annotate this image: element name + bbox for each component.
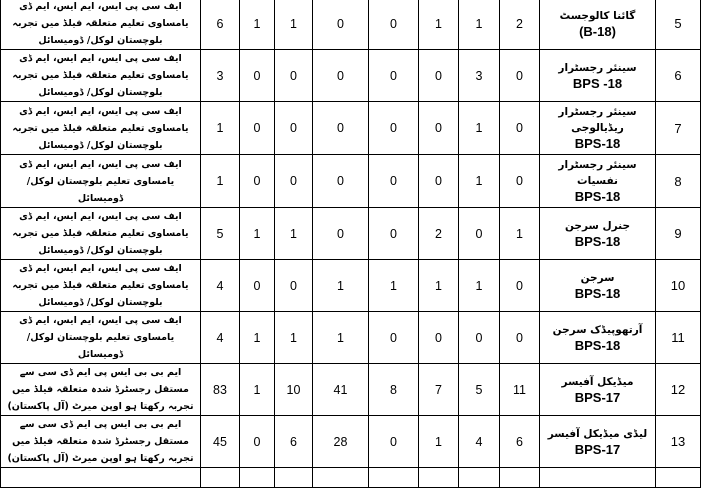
- serial-number: 8: [656, 155, 701, 208]
- pay-scale: (B-18): [579, 23, 616, 39]
- count-cell: 6: [500, 416, 540, 468]
- table-row: [1, 260, 701, 312]
- count-cell: 1: [459, 102, 500, 155]
- count-cell: 1: [275, 312, 313, 364]
- post-cell: [540, 260, 656, 312]
- count-cell: 0: [500, 260, 540, 312]
- count-cell: 1: [459, 155, 500, 208]
- qualification-cell: ایف سی پی ایس، ایم ایس، ایم ڈی یامساوی تعلیم بلوچستان لوکل/ ڈومیسائل: [1, 312, 201, 364]
- count-cell: 1: [313, 260, 369, 312]
- pay-scale: BPS-18: [574, 189, 621, 204]
- pay-scale: BPS-18: [574, 337, 621, 353]
- count-cell: 0: [459, 208, 500, 260]
- count-cell: 1: [275, 208, 313, 260]
- qualification-cell: ایف سی پی ایس، ایم ایس، ایم ڈی یامساوی تعلیم بلوچستان لوکل/ ڈومیسائل: [1, 155, 201, 208]
- post-name: سرجن: [580, 271, 615, 284]
- count-cell: 1: [419, 260, 459, 312]
- post-cell: [540, 364, 656, 416]
- count-cell: 5: [459, 364, 500, 416]
- total-cell: 3: [201, 50, 240, 102]
- count-cell: 0: [275, 102, 313, 155]
- count-cell: 0: [313, 0, 369, 50]
- total-cell: 83: [201, 364, 240, 416]
- count-cell: 1: [240, 312, 275, 364]
- qualification-cell: ایف سی پی ایس، ایم ایس، ایم ڈی یامساوی تعلیم متعلقہ فیلڈ میں تجربہ بلوچستان لوکل/ ڈومیسائل: [1, 102, 201, 155]
- count-cell: 1: [240, 0, 275, 50]
- post-cell: [540, 312, 656, 364]
- count-cell: 0: [369, 208, 419, 260]
- serial-number: 10: [656, 260, 701, 312]
- serial-number: 5: [656, 0, 701, 50]
- pay-scale: BPS -18: [572, 75, 623, 91]
- count-cell: 6: [275, 416, 313, 468]
- table-row: [1, 50, 701, 102]
- total-cell: 1: [201, 102, 240, 155]
- table-row: [1, 364, 701, 416]
- total-cell: 5: [201, 208, 240, 260]
- pay-scale: BPS-18: [574, 136, 621, 151]
- count-cell: 0: [419, 155, 459, 208]
- post-name: لیڈی میڈیکل آفیسر: [547, 427, 648, 440]
- count-cell: 0: [419, 102, 459, 155]
- table-row: [1, 155, 701, 208]
- count-cell: 1: [313, 312, 369, 364]
- serial-number: 11: [656, 312, 701, 364]
- count-cell: 0: [313, 208, 369, 260]
- count-cell: 0: [369, 312, 419, 364]
- count-cell: 0: [369, 155, 419, 208]
- count-cell: 1: [419, 0, 459, 50]
- post-name: میڈیکل آفیسر: [561, 375, 634, 388]
- count-cell: 0: [369, 416, 419, 468]
- count-cell: 41: [313, 364, 369, 416]
- count-cell: 0: [500, 155, 540, 208]
- count-cell: 0: [369, 102, 419, 155]
- count-cell: 0: [275, 260, 313, 312]
- pay-scale: BPS-18: [574, 285, 621, 301]
- total-cell: 45: [201, 416, 240, 468]
- count-cell: 0: [275, 155, 313, 208]
- serial-number: 12: [656, 364, 701, 416]
- post-name: سینئر رجسٹرار ریڈیالوجی: [558, 106, 637, 134]
- total-cell: 6: [201, 0, 240, 50]
- count-cell: 1: [419, 416, 459, 468]
- total-cell: 4: [201, 312, 240, 364]
- total-cell: 1: [201, 155, 240, 208]
- qualification-cell: ایف سی پی ایس، ایم ایس، ایم ڈی یامساوی تعلیم متعلقہ فیلڈ میں تجربہ بلوچستان لوکل/ ڈومیسائل: [1, 260, 201, 312]
- count-cell: 1: [459, 0, 500, 50]
- count-cell: 0: [240, 260, 275, 312]
- post-cell: [540, 50, 656, 102]
- count-cell: 7: [419, 364, 459, 416]
- count-cell: 0: [419, 50, 459, 102]
- post-cell: [540, 155, 656, 208]
- count-cell: 1: [240, 364, 275, 416]
- table-row: [1, 416, 701, 468]
- post-cell: [540, 416, 656, 468]
- count-cell: 0: [240, 102, 275, 155]
- qualification-cell: ایم بی بی ایس پی ایم ڈی سی سے مستقل رجسٹرڈ شدہ متعلقہ فیلڈ میں تجربہ رکھتا ہو اوپن میرٹ (آل پاکستان): [1, 364, 201, 416]
- table-row: [1, 102, 701, 155]
- post-name: سینئر رجسٹرار نفسیات: [558, 159, 637, 187]
- count-cell: 0: [500, 102, 540, 155]
- pay-scale: BPS-17: [574, 441, 621, 457]
- count-cell: 0: [459, 312, 500, 364]
- count-cell: 28: [313, 416, 369, 468]
- table-row: [1, 312, 701, 364]
- qualification-cell: ایف سی پی ایس، ایم ایس، ایم ڈی یامساوی تعلیم متعلقہ فیلڈ میں تجربہ بلوچستان لوکل/ ڈومیسائل: [1, 50, 201, 102]
- count-cell: 4: [459, 416, 500, 468]
- post-name: گائنا کالوجسٹ: [559, 9, 636, 22]
- count-cell: 0: [500, 312, 540, 364]
- count-cell: 1: [240, 208, 275, 260]
- count-cell: 1: [275, 0, 313, 50]
- count-cell: 2: [500, 0, 540, 50]
- count-cell: 1: [500, 208, 540, 260]
- count-cell: 10: [275, 364, 313, 416]
- count-cell: 0: [369, 0, 419, 50]
- qualification-cell: ایم بی بی ایس پی ایم ڈی سی سے مستقل رجسٹرڈ شدہ متعلقہ فیلڈ میں تجربہ رکھتا ہو اوپن میرٹ (آل پاکستان): [1, 416, 201, 468]
- pay-scale: BPS-17: [574, 389, 621, 405]
- count-cell: 1: [459, 260, 500, 312]
- count-cell: 0: [500, 50, 540, 102]
- post-cell: [540, 208, 656, 260]
- count-cell: 0: [240, 416, 275, 468]
- count-cell: 0: [240, 155, 275, 208]
- post-cell: [540, 0, 656, 50]
- table-row: [1, 208, 701, 260]
- count-cell: 0: [240, 50, 275, 102]
- table-row: [1, 0, 701, 50]
- count-cell: 0: [369, 50, 419, 102]
- count-cell: 3: [459, 50, 500, 102]
- count-cell: 0: [313, 50, 369, 102]
- serial-number: 6: [656, 50, 701, 102]
- count-cell: 0: [313, 102, 369, 155]
- post-name: سینئر رجسٹرار: [558, 61, 637, 74]
- count-cell: 0: [313, 155, 369, 208]
- qualification-cell: ایف سی پی ایس، ایم ایس، ایم ڈی یامساوی تعلیم متعلقہ فیلڈ میں تجربہ بلوچستان لوکل/ ڈومیسائل: [1, 0, 201, 50]
- post-name: آرتھوپیڈک سرجن: [552, 323, 643, 336]
- total-cell: 4: [201, 260, 240, 312]
- count-cell: 8: [369, 364, 419, 416]
- serial-number: 13: [656, 416, 701, 468]
- post-name: جنرل سرجن: [564, 219, 631, 232]
- pay-scale: BPS-18: [574, 233, 621, 249]
- count-cell: 0: [419, 312, 459, 364]
- serial-number: 9: [656, 208, 701, 260]
- qualification-cell: ایف سی پی ایس، ایم ایس، ایم ڈی یامساوی تعلیم متعلقہ فیلڈ میں تجربہ بلوچستان لوکل/ ڈومیسائل: [1, 208, 201, 260]
- count-cell: 1: [369, 260, 419, 312]
- serial-number: 7: [656, 102, 701, 155]
- count-cell: 11: [500, 364, 540, 416]
- count-cell: 0: [275, 50, 313, 102]
- post-cell: [540, 102, 656, 155]
- count-cell: 2: [419, 208, 459, 260]
